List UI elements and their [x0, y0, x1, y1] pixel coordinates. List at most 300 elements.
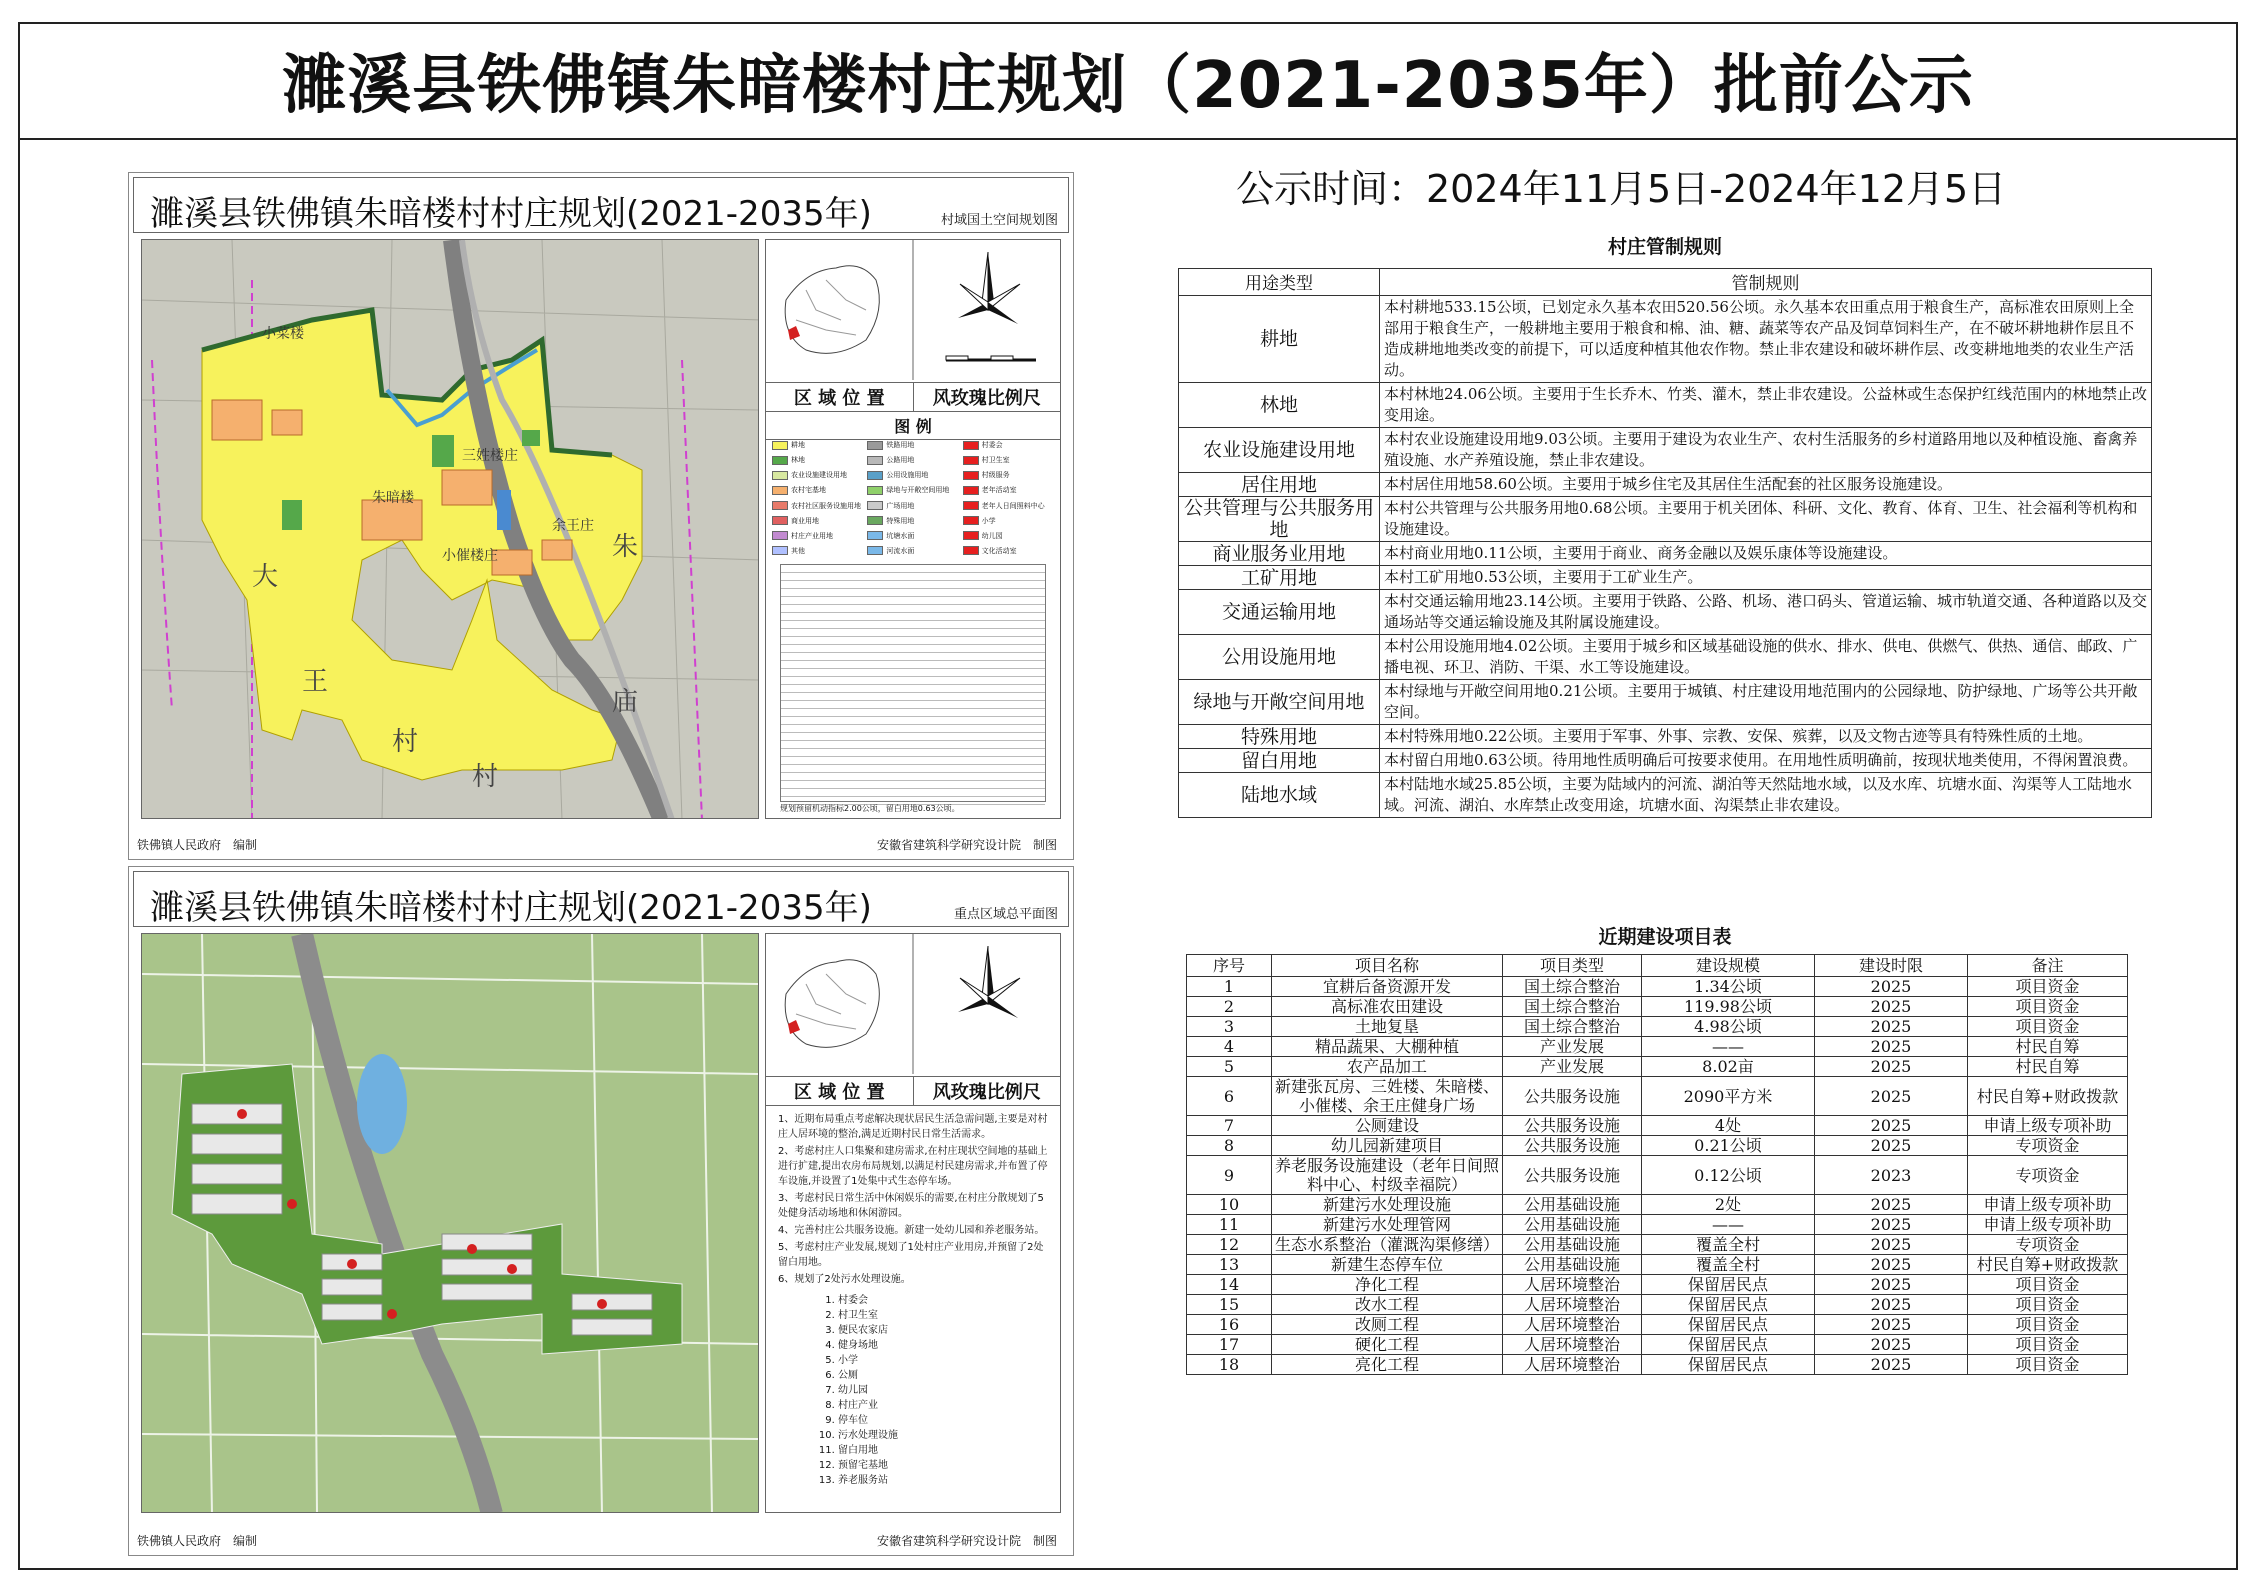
table-row — [1179, 635, 2152, 680]
table-row — [1187, 997, 2128, 1017]
plan-notes — [778, 1112, 1048, 1488]
legend-item — [772, 514, 863, 528]
table-cell: 人居环境整治 — [1503, 1335, 1642, 1355]
legend-swatch — [867, 456, 883, 465]
table-cell: 土地复垦 — [1272, 1017, 1503, 1037]
table-cell: 人居环境整治 — [1503, 1355, 1642, 1375]
svg-text:三姓楼庄: 三姓楼庄 — [462, 448, 518, 464]
facility-list-item: 3. 便民农家店 — [838, 1323, 1048, 1338]
projects-title: 近期建设项目表 — [1598, 926, 1732, 948]
statistics-row — [781, 773, 1045, 781]
statistics-row — [781, 693, 1045, 701]
table-row — [1187, 1195, 2128, 1215]
table-row — [1187, 1295, 2128, 1315]
legend-label: 老年活动室 — [981, 486, 1017, 495]
table-cell: 1.34公顷 — [1642, 977, 1815, 997]
statistics-note: 规划预留机动指标2.00公顷，留白用地0.63公顷。 — [780, 804, 960, 813]
table-cell: 高标准农田建设 — [1272, 997, 1503, 1017]
legend-label: 坑塘水面 — [886, 531, 915, 540]
legend-label: 铁路用地 — [886, 441, 915, 450]
legend-label: 公用设施用地 — [886, 471, 929, 480]
header-control-rule: 管制规则 — [1380, 269, 2152, 296]
table-cell: 保留居民点 — [1642, 1355, 1815, 1375]
table-cell: 项目资金 — [1968, 997, 2128, 1017]
table-row — [1179, 773, 2152, 818]
table-row — [1179, 428, 2152, 473]
legend-label: 农业设施建设用地 — [791, 471, 847, 480]
table-header-row — [1179, 269, 2152, 296]
control-rule-cell: 本村农业设施建设用地9.03公顷。主要用于建设为农业生产、农村生活服务的乡村道路用地以及种植设施、畜禽养殖设施、水产养殖设施，禁止非农建设。 — [1380, 428, 2152, 473]
table-cell: —— — [1642, 1037, 1815, 1057]
table-cell: 2025 — [1815, 1077, 1968, 1116]
legend-swatch — [963, 501, 979, 510]
legend-label: 农村宅基地 — [791, 486, 826, 495]
table-row — [1179, 725, 2152, 749]
village-control-rules-table — [1178, 268, 2152, 818]
table-row — [1187, 1275, 2128, 1295]
column-header: 建设时限 — [1815, 955, 1968, 977]
table-cell: 4 — [1187, 1037, 1272, 1057]
facility-list-item: 7. 幼儿园 — [838, 1383, 1048, 1398]
table-cell: 119.98公顷 — [1642, 997, 1815, 1017]
legend-swatch — [963, 456, 979, 465]
table-cell: 2处 — [1642, 1195, 1815, 1215]
control-rule-cell: 本村特殊用地0.22公顷。主要用于军事、外事、宗教、安保、殡葬，以及文物古迹等具有特殊性质的土地。 — [1380, 725, 2152, 749]
svg-text:村: 村 — [392, 727, 419, 757]
legend-swatch — [772, 441, 788, 450]
facility-list-item: 12. 预留宅基地 — [838, 1458, 1048, 1473]
table-cell: 15 — [1187, 1295, 1272, 1315]
table-cell: 人居环境整治 — [1503, 1275, 1642, 1295]
facility-list-item: 5. 小学 — [838, 1353, 1048, 1368]
legend-item — [867, 453, 958, 467]
table-cell: 2025 — [1815, 997, 1968, 1017]
table-row — [1187, 1215, 2128, 1235]
table-cell: 公用基础设施 — [1503, 1195, 1642, 1215]
svg-text:村: 村 — [472, 762, 499, 792]
plan-notes-text — [778, 1112, 1048, 1287]
inset-labels — [766, 1076, 1060, 1106]
control-rule-cell: 本村陆地水域25.85公顷，主要为陆域内的河流、湖泊等天然陆地水域，以及水库、坑塘水面、沟渠等人工陆地水域。河流、湖泊、水库禁止改变用途，坑塘水面、沟渠禁止非农建设。 — [1380, 773, 2152, 818]
wind-rose-scale-label: 风玫瑰比例尺 — [932, 1082, 1041, 1103]
column-header: 序号 — [1187, 955, 1272, 977]
map-sidebar — [765, 933, 1061, 1513]
control-rule-cell: 本村留白用地0.63公顷。待用地性质明确后可按要求使用。在用地性质明确前，按现状地类使用，不得闲置浪费。 — [1380, 749, 2152, 773]
facility-list-item: 1. 村委会 — [838, 1293, 1048, 1308]
map-drafter: 安徽省建筑科学研究设计院 制图 — [876, 838, 1057, 852]
legend-label: 公路用地 — [886, 456, 915, 465]
legend-item — [772, 468, 863, 482]
table-row — [1179, 566, 2152, 590]
table-cell: 5 — [1187, 1057, 1272, 1077]
use-type-cell: 工矿用地 — [1179, 566, 1380, 590]
statistics-row — [781, 717, 1045, 725]
statistics-row — [781, 757, 1045, 765]
table-cell: 公共服务设施 — [1503, 1136, 1642, 1156]
table-cell: 2025 — [1815, 1315, 1968, 1335]
legend-item — [867, 544, 958, 558]
table-cell: 公厕建设 — [1272, 1116, 1503, 1136]
table-cell: 覆盖全村 — [1642, 1255, 1815, 1275]
table-row — [1179, 542, 2152, 566]
legend-item — [963, 514, 1054, 528]
column-header: 建设规模 — [1642, 955, 1815, 977]
use-type-cell: 居住用地 — [1179, 473, 1380, 497]
legend-swatch — [772, 471, 788, 480]
table-cell: 公共服务设施 — [1503, 1077, 1642, 1116]
statistics-row — [781, 613, 1045, 621]
table-cell: 保留居民点 — [1642, 1335, 1815, 1355]
use-type-cell: 绿地与开敞空间用地 — [1179, 680, 1380, 725]
near-term-projects-table — [1186, 954, 2128, 1375]
legend-item — [867, 438, 958, 452]
table-cell: 生态水系整治（灌溉沟渠修缮） — [1272, 1235, 1503, 1255]
statistics-row — [781, 589, 1045, 597]
statistics-row — [781, 661, 1045, 669]
table-cell: 2025 — [1815, 1275, 1968, 1295]
statistics-row — [781, 605, 1045, 613]
svg-text:朱暗楼: 朱暗楼 — [372, 490, 414, 506]
table-row — [1179, 749, 2152, 773]
legend-label: 村级服务 — [981, 471, 1010, 480]
svg-text:小催楼庄: 小催楼庄 — [442, 548, 498, 564]
map-author: 铁佛镇人民政府 编制 — [137, 838, 258, 852]
legend-item — [963, 483, 1054, 497]
table-cell: 新建污水处理管网 — [1272, 1215, 1503, 1235]
table-cell: 8.02亩 — [1642, 1057, 1815, 1077]
map-title-bar — [133, 177, 1069, 233]
region-location-label: 区 域 位 置 — [766, 1077, 914, 1105]
legend-label: 特殊用地 — [886, 516, 915, 525]
legend-swatch — [963, 516, 979, 525]
table-row — [1187, 1335, 2128, 1355]
svg-text:朱: 朱 — [612, 532, 639, 562]
plan-note: 6、规划了2处污水处理设施。 — [778, 1274, 911, 1285]
statistics-row — [781, 765, 1045, 773]
facility-list-item: 10. 污水处理设施 — [838, 1428, 1048, 1443]
table-cell: 申请上级专项补助 — [1968, 1215, 2128, 1235]
table-cell: —— — [1642, 1215, 1815, 1235]
rules-title: 村庄管制规则 — [1607, 236, 1722, 258]
table-cell: 国土综合整治 — [1503, 997, 1642, 1017]
control-rule-cell: 本村林地24.06公顷。主要用于生长乔木、竹类、灌木，禁止非农建设。公益林或生态保护红线范围内的林地禁止改变用途。 — [1380, 383, 2152, 428]
table-cell: 村民自筹 — [1968, 1057, 2128, 1077]
legend-label: 河流水面 — [886, 546, 915, 555]
statistics-row — [781, 581, 1045, 589]
table-cell: 覆盖全村 — [1642, 1235, 1815, 1255]
legend-label: 林地 — [791, 456, 805, 465]
table-cell: 2025 — [1815, 1215, 1968, 1235]
table-cell: 专项资金 — [1968, 1156, 2128, 1195]
control-rule-cell: 本村公共管理与公共服务用地0.68公顷。主要用于机关团体、科研、文化、教育、体育、卫生、社会福利等机构和设施建设。 — [1380, 497, 2152, 542]
legend-swatch — [867, 501, 883, 510]
statistics-row — [781, 725, 1045, 733]
table-cell: 村民自筹 — [1968, 1037, 2128, 1057]
table-cell: 7 — [1187, 1116, 1272, 1136]
statistics-row — [781, 573, 1045, 581]
legend-swatch — [867, 486, 883, 495]
table-cell: 0.21公顷 — [1642, 1136, 1815, 1156]
use-type-cell: 农业设施建设用地 — [1179, 428, 1380, 473]
table-cell: 新建生态停车位 — [1272, 1255, 1503, 1275]
facility-list — [838, 1293, 1048, 1488]
table-cell: 公用基础设施 — [1503, 1255, 1642, 1275]
legend-swatch — [963, 486, 979, 495]
legend-title: 图 例 — [766, 412, 1060, 440]
facility-list-item: 2. 村卫生室 — [838, 1308, 1048, 1323]
legend-label: 耕地 — [791, 441, 805, 450]
legend-item — [867, 483, 958, 497]
plan-note: 1、近期布局重点考虑解决现状居民生活急需问题,主要是对村庄人居环境的整治,满足近期村民日常生活需求。 — [778, 1114, 1048, 1140]
table-cell: 2025 — [1815, 1017, 1968, 1037]
legend-label: 农村社区服务设施用地 — [791, 501, 861, 510]
table-cell: 项目资金 — [1968, 1275, 2128, 1295]
statistics-row — [781, 741, 1045, 749]
facility-list-item: 6. 公厕 — [838, 1368, 1048, 1383]
table-cell: 改水工程 — [1272, 1295, 1503, 1315]
table-cell: 保留居民点 — [1642, 1295, 1815, 1315]
map-legend — [772, 438, 1054, 558]
use-type-cell: 林地 — [1179, 383, 1380, 428]
table-cell: 1 — [1187, 977, 1272, 997]
plan-note: 2、考虑村庄人口集聚和建房需求,在村庄现状空间地的基础上进行扩建,提出农房布局规划,以满足村民建房需求,并布置了停车设施,并设置了1处集中式生态停车场。 — [778, 1146, 1048, 1187]
table-row — [1187, 1255, 2128, 1275]
table-cell: 项目资金 — [1968, 1335, 2128, 1355]
svg-text:小菜楼: 小菜楼 — [262, 326, 304, 342]
plan-note: 3、考虑村民日常生活中休闲娱乐的需要,在村庄分散规划了5处健身活动场地和休闲游园。 — [778, 1193, 1044, 1219]
table-cell: 专项资金 — [1968, 1235, 2128, 1255]
legend-swatch — [772, 486, 788, 495]
table-row — [1187, 977, 2128, 997]
use-type-cell: 留白用地 — [1179, 749, 1380, 773]
table-header-row — [1187, 955, 2128, 977]
land-use-map — [141, 239, 759, 819]
table-cell: 村民自筹+财政拨款 — [1968, 1077, 2128, 1116]
facility-list-item: 11. 留白用地 — [838, 1443, 1048, 1458]
header-use-type: 用途类型 — [1179, 269, 1380, 296]
statistics-row — [781, 709, 1045, 717]
table-row — [1179, 680, 2152, 725]
table-cell: 国土综合整治 — [1503, 977, 1642, 997]
legend-item — [963, 468, 1054, 482]
table-cell: 硬化工程 — [1272, 1335, 1503, 1355]
table-cell: 2025 — [1815, 1295, 1968, 1315]
table-cell: 产业发展 — [1503, 1057, 1642, 1077]
legend-swatch — [772, 456, 788, 465]
table-cell: 产业发展 — [1503, 1037, 1642, 1057]
use-type-cell: 陆地水域 — [1179, 773, 1380, 818]
location-inset — [766, 934, 1060, 1074]
table-row — [1179, 497, 2152, 542]
control-rule-cell: 本村居住用地58.60公顷。主要用于城乡住宅及其居住生活配套的社区服务设施建设。 — [1380, 473, 2152, 497]
legend-item — [772, 453, 863, 467]
legend-item — [772, 529, 863, 543]
key-area-site-plan-panel — [128, 866, 1074, 1556]
table-cell: 项目资金 — [1968, 977, 2128, 997]
table-row — [1179, 383, 2152, 428]
map-title: 濉溪县铁佛镇朱暗楼村村庄规划(2021-2035年) — [150, 194, 872, 234]
legend-label: 其他 — [791, 546, 805, 555]
table-cell: 新建张瓦房、三姓楼、朱暗楼、小催楼、余王庄健身广场 — [1272, 1077, 1503, 1116]
table-cell: 18 — [1187, 1355, 1272, 1375]
table-cell: 2025 — [1815, 1037, 1968, 1057]
table-cell: 2025 — [1815, 1235, 1968, 1255]
use-type-cell: 公用设施用地 — [1179, 635, 1380, 680]
table-cell: 项目资金 — [1968, 1017, 2128, 1037]
table-cell: 17 — [1187, 1335, 1272, 1355]
legend-label: 绿地与开敞空间用地 — [886, 486, 950, 495]
table-cell: 公用基础设施 — [1503, 1215, 1642, 1235]
legend-swatch — [772, 531, 788, 540]
statistics-row — [781, 629, 1045, 637]
legend-item — [867, 499, 958, 513]
table-cell: 村民自筹+财政拨款 — [1968, 1255, 2128, 1275]
legend-swatch — [772, 516, 788, 525]
table-cell: 4.98公顷 — [1642, 1017, 1815, 1037]
page-title: 濉溪县铁佛镇朱暗楼村庄规划（2021-2035年）批前公示 — [282, 49, 1974, 123]
svg-text:王: 王 — [302, 667, 329, 697]
legend-swatch — [867, 516, 883, 525]
land-use-map-image — [142, 240, 759, 819]
table-cell: 2025 — [1815, 1335, 1968, 1355]
table-cell: 农产品加工 — [1272, 1057, 1503, 1077]
statistics-row — [781, 701, 1045, 709]
table-cell: 13 — [1187, 1255, 1272, 1275]
legend-item — [963, 499, 1054, 513]
legend-label: 小学 — [981, 516, 996, 525]
statistics-row — [781, 597, 1045, 605]
banner — [18, 22, 2238, 140]
wind-rose-scale-label: 风玫瑰比例尺 — [932, 388, 1041, 409]
table-cell: 2025 — [1815, 1355, 1968, 1375]
table-cell: 专项资金 — [1968, 1136, 2128, 1156]
table-cell: 项目资金 — [1968, 1315, 2128, 1335]
control-rule-cell: 本村商业用地0.11公顷，主要用于商业、商务金融以及娱乐康体等设施建设。 — [1380, 542, 2152, 566]
map-subtitle: 村域国土空间规划图 — [940, 213, 1058, 228]
table-cell: 项目资金 — [1968, 1355, 2128, 1375]
table-row — [1179, 473, 2152, 497]
table-row — [1187, 1057, 2128, 1077]
table-cell: 人居环境整治 — [1503, 1315, 1642, 1335]
table-row — [1179, 296, 2152, 383]
facility-list-item: 9. 停车位 — [838, 1413, 1048, 1428]
legend-item — [867, 529, 958, 543]
facility-list-item: 4. 健身场地 — [838, 1338, 1048, 1353]
site-plan-map — [141, 933, 759, 1513]
legend-swatch — [867, 546, 883, 555]
table-row — [1179, 590, 2152, 635]
legend-item — [867, 468, 958, 482]
table-row — [1187, 1136, 2128, 1156]
table-cell: 2025 — [1815, 1116, 1968, 1136]
table-cell: 3 — [1187, 1017, 1272, 1037]
table-cell: 公共服务设施 — [1503, 1116, 1642, 1136]
statistics-row — [781, 653, 1045, 661]
svg-text:大: 大 — [252, 562, 279, 592]
table-row — [1187, 1037, 2128, 1057]
table-cell: 2025 — [1815, 977, 1968, 997]
statistics-row — [781, 749, 1045, 757]
inset-labels — [766, 382, 1060, 412]
table-cell: 2 — [1187, 997, 1272, 1017]
table-cell: 11 — [1187, 1215, 1272, 1235]
statistics-row — [781, 637, 1045, 645]
plan-note: 4、完善村庄公共服务设施。新建一处幼儿园和养老服务站。 — [778, 1225, 1045, 1236]
table-row — [1187, 1077, 2128, 1116]
statistics-row — [781, 621, 1045, 629]
table-cell: 公用基础设施 — [1503, 1235, 1642, 1255]
legend-swatch — [867, 441, 883, 450]
location-inset — [766, 240, 1060, 380]
table-cell: 2025 — [1815, 1255, 1968, 1275]
statistics-row — [781, 677, 1045, 685]
table-row — [1187, 1315, 2128, 1335]
use-type-cell: 商业服务业用地 — [1179, 542, 1380, 566]
table-cell: 人居环境整治 — [1503, 1295, 1642, 1315]
land-use-statistics-table — [780, 564, 1046, 802]
table-cell: 0.12公顷 — [1642, 1156, 1815, 1195]
table-cell: 幼儿园新建项目 — [1272, 1136, 1503, 1156]
table-cell: 宜耕后备资源开发 — [1272, 977, 1503, 997]
legend-label: 村庄产业用地 — [791, 531, 833, 540]
control-rule-cell: 本村耕地533.15公顷，已划定永久基本农田520.56公顷。永久基本农田重点用于粮食生产，高标准农田原则上全部用于粮食生产，一般耕地主要用于粮食和棉、油、糖、蔬菜等农产品及饲草饲料生产，在不破坏耕地耕作层且不造成耕地地类改变的前提下，可以适度种植其他农作物。禁止非农建设和破坏耕作层、改变耕地地类的农业生产活动。 — [1380, 296, 2152, 383]
column-header: 备注 — [1968, 955, 2128, 977]
legend-swatch — [963, 471, 979, 480]
table-cell: 亮化工程 — [1272, 1355, 1503, 1375]
table-row — [1187, 1156, 2128, 1195]
legend-label: 幼儿园 — [981, 531, 1003, 540]
control-rule-cell: 本村工矿用地0.53公顷，主要用于工矿业生产。 — [1380, 566, 2152, 590]
use-type-cell: 公共管理与公共服务用地 — [1179, 497, 1380, 542]
map-author: 铁佛镇人民政府 编制 — [137, 1534, 258, 1548]
legend-swatch — [867, 471, 883, 480]
legend-swatch — [963, 531, 979, 540]
column-header: 项目类型 — [1503, 955, 1642, 977]
statistics-row — [781, 781, 1045, 789]
table-cell: 14 — [1187, 1275, 1272, 1295]
map-subtitle: 重点区域总平面图 — [953, 907, 1058, 922]
statistics-row — [781, 733, 1045, 741]
legend-item — [963, 544, 1054, 558]
legend-label: 老年人日间照料中心 — [981, 501, 1045, 510]
legend-item — [963, 438, 1054, 452]
map-title-bar — [133, 871, 1069, 927]
use-type-cell: 耕地 — [1179, 296, 1380, 383]
map-title: 濉溪县铁佛镇朱暗楼村村庄规划(2021-2035年) — [150, 888, 872, 928]
legend-label: 村卫生室 — [981, 456, 1010, 465]
table-cell: 2090平方米 — [1642, 1077, 1815, 1116]
control-rule-cell: 本村交通运输用地23.14公顷。主要用于铁路、公路、机场、港口码头、管道运输、城市轨道交通、各种道路以及交通场站等交通运输设施及其附属设施建设。 — [1380, 590, 2152, 635]
legend-label: 商业用地 — [791, 516, 819, 525]
table-cell: 国土综合整治 — [1503, 1017, 1642, 1037]
map-drafter: 安徽省建筑科学研究设计院 制图 — [876, 1534, 1057, 1548]
table-cell: 9 — [1187, 1156, 1272, 1195]
table-cell: 新建污水处理设施 — [1272, 1195, 1503, 1215]
table-row — [1187, 1355, 2128, 1375]
table-cell: 6 — [1187, 1077, 1272, 1116]
table-cell: 4处 — [1642, 1116, 1815, 1136]
statistics-row — [781, 685, 1045, 693]
table-cell: 项目资金 — [1968, 1295, 2128, 1315]
legend-label: 广场用地 — [886, 501, 915, 510]
statistics-row — [781, 669, 1045, 677]
statistics-row — [781, 645, 1045, 653]
use-type-cell: 特殊用地 — [1179, 725, 1380, 749]
legend-item — [867, 514, 958, 528]
table-row — [1187, 1235, 2128, 1255]
site-plan-image — [142, 934, 759, 1513]
legend-item — [963, 529, 1054, 543]
